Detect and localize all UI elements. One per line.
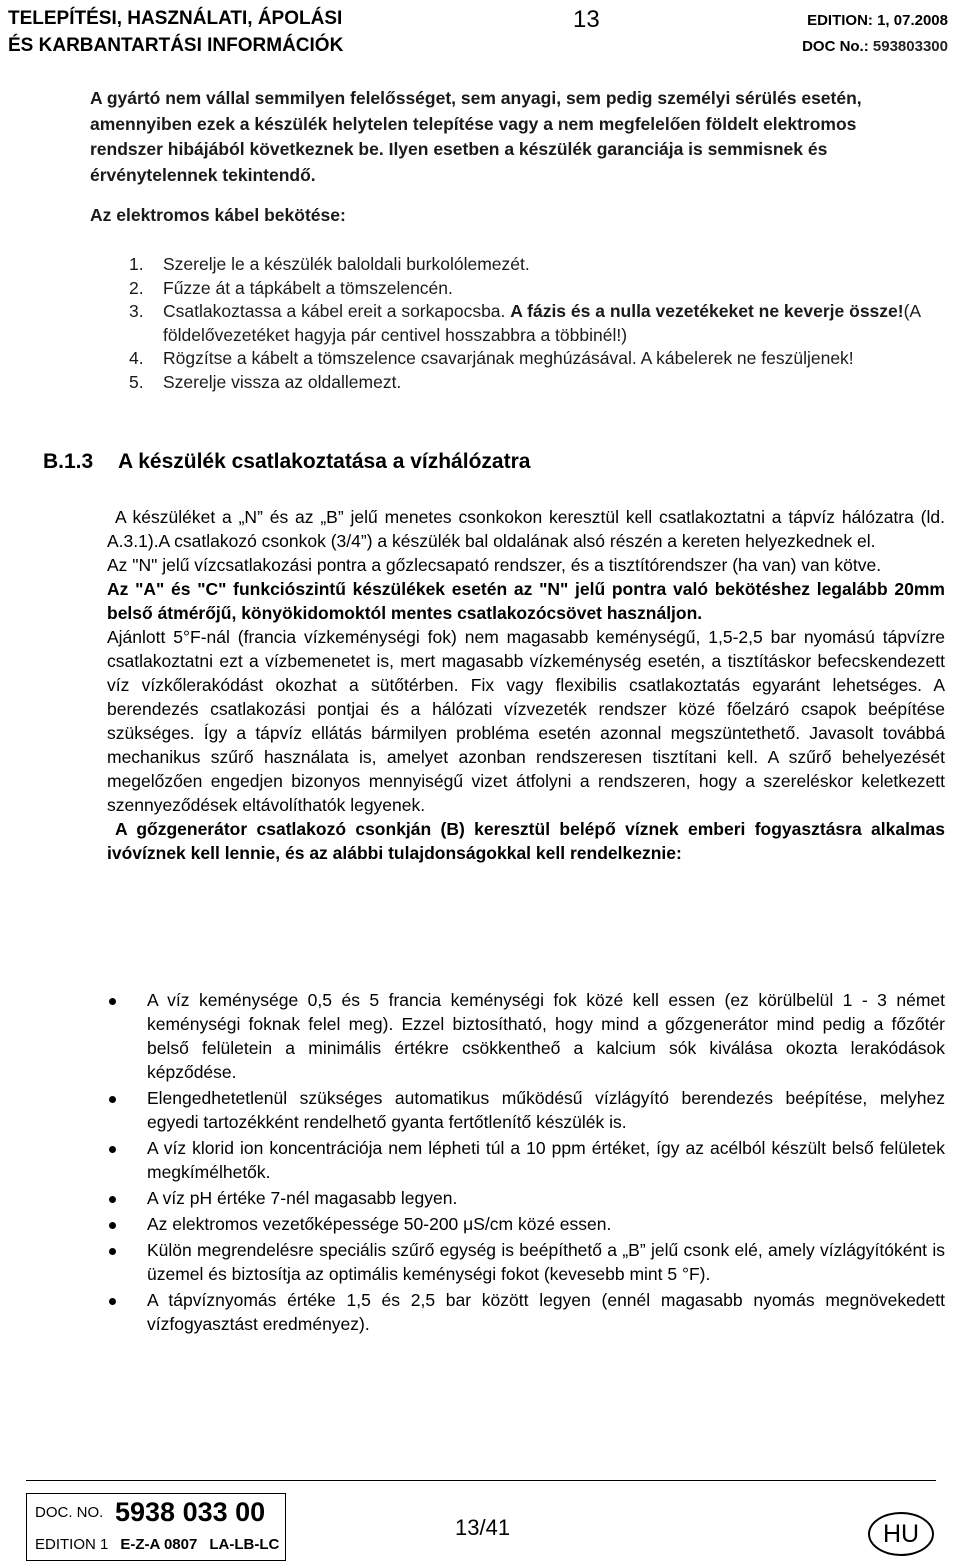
list-item: [129, 277, 929, 301]
bullet-icon: [109, 1096, 116, 1103]
bullet-icon: [109, 1196, 116, 1203]
section-number: B.1.3: [43, 450, 94, 473]
list-item: [129, 253, 929, 277]
paragraph: A készüléket a „N” és az „B” jelű menetes csonkokon keresztül kell csatlakoztatni a tápvíz hálózatra (ld. A.3.1).A csatlakozó csonkok (3/4”) a készülék bal oldalának alsó részén a kereten helyezkednek el.: [107, 507, 945, 551]
step-number: 3.: [129, 301, 144, 322]
header-page-number: 13: [573, 6, 600, 33]
list-item-text: A víz pH értéke 7-nél magasabb legyen.: [147, 1188, 458, 1208]
bullet-icon: [109, 1248, 116, 1255]
header-title-line2: ÉS KARBANTARTÁSI INFORMÁCIÓK: [8, 35, 344, 56]
list-item: [107, 1136, 945, 1184]
step-text: Csatlakoztassa a kábel ereit a sorkapocsba.: [163, 301, 506, 322]
header-doc-number: [802, 38, 948, 55]
list-item-text: A tápvíznyomás értéke 1,5 és 2,5 bar között legyen (ennél magasabb nyomás megnövekedett vízfogyasztást eredményez).: [147, 1290, 945, 1334]
step-text: Szerelje vissza az oldallemezt.: [163, 371, 402, 392]
step-warning-bold: A fázis és a nulla vezetékeket ne keverje össze!: [510, 301, 904, 322]
list-item-text: Külön megrendelésre speciális szűrő egység is beépíthető a „B” jelű csonk elé, amely vízlágyítóként is üzemel és biztosítja az optimális keménységi fokot (kevesebb mint 5 °F).: [147, 1240, 945, 1284]
step-note: (A földelővezetéket hagyja pár centivel hosszabbra a többinél!): [163, 301, 921, 345]
paragraph: Az "N" jelű vízcsatlakozási pontra a gőzlecsapató rendszer, és a tisztítórendszer (ha van) van kötve.: [107, 555, 882, 575]
header-doc-label: DOC No.:: [802, 38, 869, 55]
section-title: A készülék csatlakoztatása a vízhálózatra: [118, 450, 531, 473]
footer-variant: LA-LB-LC: [209, 1536, 280, 1553]
list-item: [107, 1086, 945, 1134]
list-item: [107, 1212, 945, 1236]
list-item: [129, 371, 929, 395]
step-text: Fűzze át a tápkábelt a tömszelencén.: [163, 277, 453, 298]
bullet-icon: [109, 1146, 116, 1153]
list-item: [129, 347, 929, 371]
list-item: [107, 1186, 945, 1210]
bullet-icon: [109, 1222, 116, 1229]
paragraph: Ajánlott 5°F-nál (francia vízkeménységi fok) nem magasabb keménységű, 1,5-2,5 bar nyomású tápvízre csatlakoztatni ezt a vízbemenetet is, mert magasabb vízkeménység esetén, a tisztításkor befecskendezett víz vízkőlerakódást okozhat a sütőtérben. Fix vagy flexibilis csatlakoztatás egyaránt lehetséges. A berendezés csatlakozási pontjai és a hálózati vízvezeték rendszer közé főelzáró csapok beépítése szükséges. Így a tápvíz ellátás bármilyen probléma esetén azonnal megszüntethető. Javasolt továbbá mechanikus szűrő használata is, amelyet azonban rendszeresen tisztítani kell. A szűrő behelyezését megelőzően engedjen bizonyos mennyiségű vizet átfolyni a rendszeren, hogy a szereléskor keletkezett szennyeződések eltávolíthatók legyenek.: [107, 627, 945, 815]
step-text: Szerelje le a készülék baloldali burkolólemezét.: [163, 254, 530, 274]
footer-doc-number: 5938 033 00: [115, 1497, 266, 1527]
language-badge: HU: [868, 1512, 934, 1556]
step-number: 4.: [129, 348, 144, 369]
bullet-icon: [109, 1298, 116, 1305]
footer-doc-label: DOC. NO.: [35, 1504, 104, 1521]
bullet-icon: [109, 998, 116, 1005]
step-number: 2.: [129, 277, 144, 298]
page-header: [8, 8, 948, 60]
section-body: [107, 505, 945, 865]
step-number: 5.: [129, 371, 144, 392]
footer-divider: [26, 1480, 936, 1481]
list-item: [107, 1238, 945, 1286]
footer-edition-line: [35, 1536, 279, 1553]
paragraph-bold: Az "A" és "C" funkciószintű készülékek esetén az "N" jelű pontra való bekötéshez legalább 20mm belső átmérőjű, könyökidomoktól mentes csatlakozócsövet használjon.: [107, 579, 945, 623]
step-number: 1.: [129, 254, 144, 274]
paragraph-bold: A gőzgenerátor csatlakozó csonkján (B) keresztül belépő víznek emberi fogyasztásra alkalmas ivóvíznek kell lennie, és az alábbi tulajdonságokkal kell rendelkeznie:: [107, 819, 945, 863]
footer-code: E-Z-A 0807: [120, 1536, 198, 1553]
liability-warning: A gyártó nem vállal semmilyen felelősséget, sem anyagi, sem pedig személyi sérülés esetén, amennyiben ezek a készülék helytelen telepítése vagy a nem megfelelően földelt elektromos rendszer hibájából következnek be. Ilyen esetben a készülék garanciája is semmisnek és érvénytelennek tekintendő.: [90, 88, 862, 185]
list-item-text: A víz klorid ion koncentrációja nem lépheti túl a 10 ppm értéket, így az acélból készült belső felületek megkímélhetők.: [147, 1138, 945, 1182]
list-item: [107, 1288, 945, 1336]
header-edition: EDITION: 1, 07.2008: [807, 12, 948, 29]
header-doc-value: 593803300: [872, 38, 948, 55]
cable-steps: [129, 253, 929, 395]
footer-edition: EDITION 1: [35, 1536, 109, 1553]
step-text: Rögzítse a kábelt a tömszelence csavarjának meghúzásával. A kábelerek ne feszüljenek!: [163, 348, 854, 369]
list-item-text: Az elektromos vezetőképessége 50-200 μS/cm közé essen.: [147, 1214, 612, 1234]
cable-heading: Az elektromos kábel bekötése:: [90, 205, 346, 225]
list-item: [129, 300, 929, 347]
requirements-list: [107, 988, 945, 1338]
header-title-line1: TELEPÍTÉSI, HASZNÁLATI, ÁPOLÁSI: [8, 8, 343, 29]
list-item-text: Elengedhetetlenül szükséges automatikus működésű vízlágyító berendezés beépítése, melyhez egyedi tartozékként rendelhető gyanta fertőtlenítő készülék is.: [147, 1088, 945, 1132]
footer-page-count: 13/41: [455, 1515, 511, 1540]
list-item: [107, 988, 945, 1084]
list-item-text: A víz keménysége 0,5 és 5 francia keménységi fok közé kell essen (ez körülbelül 1 - 3 német keménységi foknak felel meg). Ezzel biztosítható, hogy mind a gőzgenerátor mind pedig a főzőtér belső felületein a minimális értékre csökkentheő a kalcium sók kiválása okozta lerakódások képződése.: [147, 990, 945, 1082]
footer-doc-box: [26, 1493, 286, 1561]
